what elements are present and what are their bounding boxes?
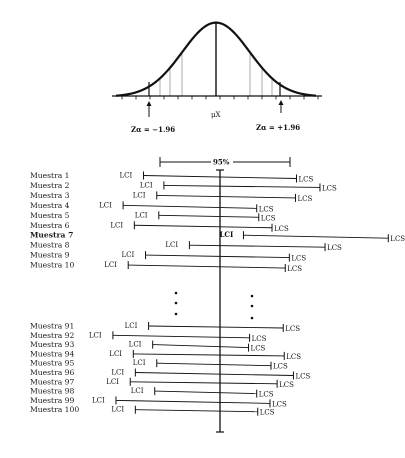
interval-line xyxy=(159,215,259,217)
sample-label: Muestra 10 xyxy=(30,260,75,270)
lci-label: LCI xyxy=(99,201,112,210)
dot xyxy=(251,317,254,320)
interval-line xyxy=(149,326,284,328)
dot xyxy=(175,302,178,305)
lcs-label: LCS xyxy=(258,205,274,214)
lci-label: LCI xyxy=(165,241,179,250)
lci-label: LCI xyxy=(104,261,117,270)
sample-row xyxy=(30,191,312,203)
mean-label: μX xyxy=(211,111,221,119)
lcs-label: LCS xyxy=(321,184,337,193)
interval-line xyxy=(123,205,257,208)
interval-line xyxy=(146,255,290,258)
lci-label: LCI xyxy=(124,322,138,330)
interval-line xyxy=(133,354,284,356)
confidence-label: 95% xyxy=(213,157,230,167)
lcs-label: LCS xyxy=(298,175,314,184)
lcs-label: LCS xyxy=(297,194,313,203)
sample-row xyxy=(30,230,405,243)
sample-label: Muestra 2 xyxy=(30,180,70,190)
sample-label: Muestra 95 xyxy=(30,358,75,368)
lcs-label: LCS xyxy=(274,224,289,233)
sample-row xyxy=(30,241,342,253)
interval-line xyxy=(135,373,293,376)
lci-label: LCI xyxy=(128,340,142,349)
dot xyxy=(251,305,254,308)
sample-row xyxy=(30,171,314,184)
lcs-label: LCS xyxy=(285,325,301,333)
sample-row xyxy=(30,261,302,274)
sample-label: Muestra 3 xyxy=(30,190,70,200)
lci-label: LCI xyxy=(109,349,123,358)
lcs-label: LCS xyxy=(250,344,266,353)
lcs-label: LCS xyxy=(273,362,288,371)
interval-line xyxy=(116,400,270,403)
lcs-label: LCS xyxy=(327,244,342,253)
lcs-label: LCS xyxy=(271,400,287,409)
sample-label: Muestra 8 xyxy=(30,240,70,250)
z-right-arrowhead xyxy=(279,100,284,105)
sample-label: Muestra 9 xyxy=(30,250,70,260)
sample-label: Muestra 96 xyxy=(30,368,75,377)
lcs-label: LCS xyxy=(287,265,303,274)
lci-label: LCI xyxy=(111,405,125,414)
sample-label: Muestra 1 xyxy=(30,171,70,180)
interval-line xyxy=(157,195,296,198)
sample-label: Muestra 100 xyxy=(30,405,80,415)
lcs-label: LCS xyxy=(295,372,311,381)
z-left-arrowhead xyxy=(147,101,152,106)
sample-label: Muestra 5 xyxy=(30,210,70,220)
interval-line xyxy=(153,345,249,348)
sample-label: Muestra 97 xyxy=(30,377,75,387)
lcs-label: LCS xyxy=(279,380,294,389)
dot xyxy=(251,295,254,298)
lci-label: LCI xyxy=(139,181,153,190)
sample-row xyxy=(30,405,275,417)
sample-label: Muestra 93 xyxy=(30,340,75,350)
lci-label: LCI xyxy=(134,211,148,220)
sample-label: Muestra 7 xyxy=(30,230,74,240)
sample-row xyxy=(30,181,337,193)
interval-line xyxy=(155,391,257,394)
lci-label: LCI xyxy=(119,171,133,180)
interval-line xyxy=(113,335,250,338)
sample-label: Muestra 4 xyxy=(30,200,70,210)
sample-label: Muestra 92 xyxy=(30,330,75,340)
interval-line xyxy=(135,410,257,412)
lci-label: LCI xyxy=(111,368,125,377)
sample-label: Muestra 6 xyxy=(30,220,70,230)
z-right-label: Zα = +1.96 xyxy=(256,123,301,132)
lci-label: LCI xyxy=(88,331,102,340)
lci-label: LCI xyxy=(110,221,124,230)
sample-label: Muestra 94 xyxy=(30,349,75,359)
lci-label: LCI xyxy=(132,359,146,368)
lcs-label: LCS xyxy=(390,235,405,244)
interval-line xyxy=(134,225,272,228)
omitted-samples-dots xyxy=(175,292,254,320)
dot xyxy=(175,292,178,295)
lcs-label: LCS xyxy=(259,408,275,417)
lci-label: LCI xyxy=(132,191,146,200)
sample-label: Muestra 91 xyxy=(30,321,75,331)
lci-label: LCI xyxy=(106,377,120,386)
lci-label: LCI xyxy=(130,387,144,396)
sample-label: Muestra 98 xyxy=(30,386,75,396)
dot xyxy=(175,313,178,316)
lci-label: LCI xyxy=(91,396,105,405)
interval-line xyxy=(157,363,271,366)
lcs-label: LCS xyxy=(286,352,302,361)
normal-distribution xyxy=(112,22,322,134)
z-left-label: Zα = −1.96 xyxy=(131,125,176,134)
interval-line xyxy=(243,235,388,238)
interval-line xyxy=(128,265,285,268)
interval-line xyxy=(164,185,320,187)
lcs-label: LCS xyxy=(260,214,276,223)
lci-label: LCI xyxy=(121,251,135,260)
confidence-bracket xyxy=(160,156,290,167)
lci-label: LCI xyxy=(219,230,234,240)
lcs-label: LCS xyxy=(291,254,307,263)
interval-line xyxy=(130,382,277,384)
lcs-label: LCS xyxy=(258,390,274,399)
sample-intervals xyxy=(30,171,405,417)
interval-line xyxy=(189,245,325,247)
sample-label: Muestra 99 xyxy=(30,395,75,405)
lcs-label: LCS xyxy=(251,334,267,343)
